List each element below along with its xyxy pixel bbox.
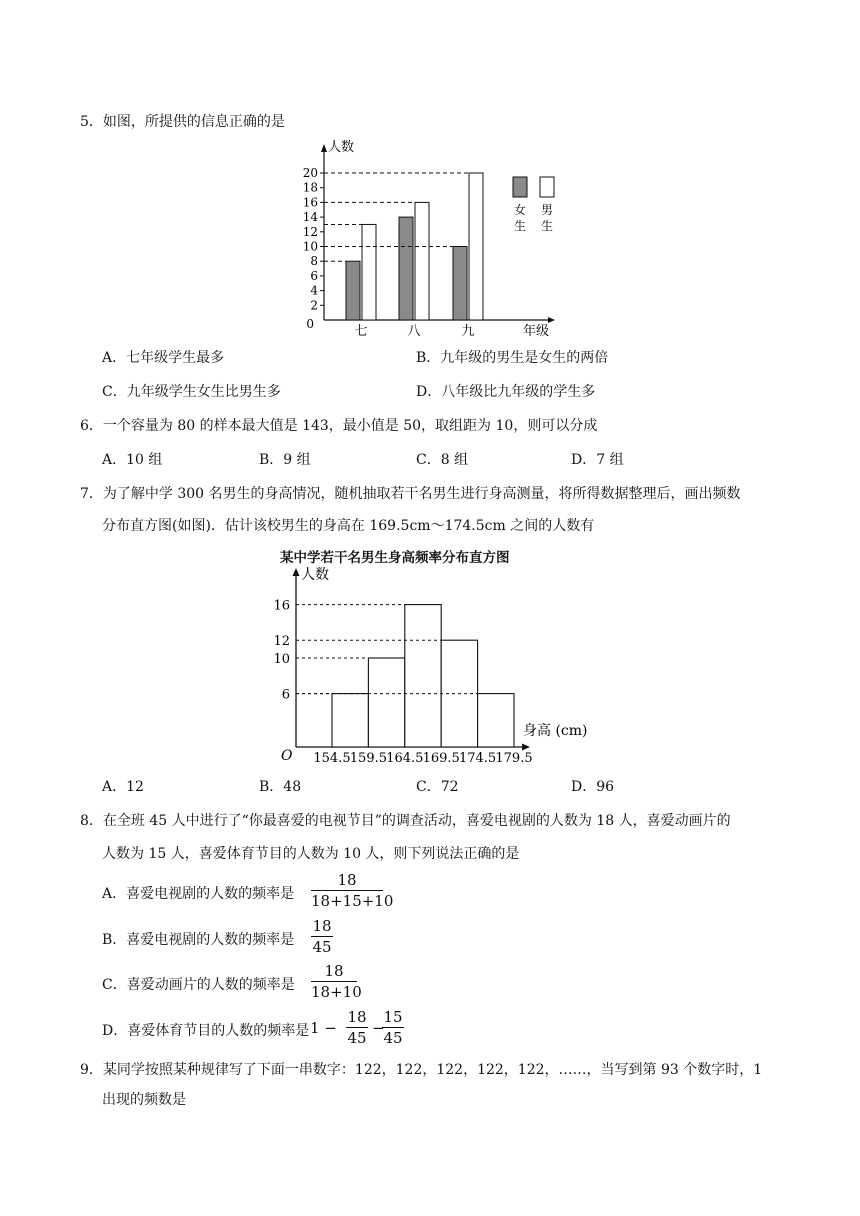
x-tick-label: 179.5	[495, 751, 533, 766]
q8-stem-line1: 8．在全班 45 人中进行了“你最喜爱的电视节目”的调查活动，喜爱电视剧的人数为 18 人，喜爱动画片的	[80, 813, 731, 829]
y-tick-label: 4	[310, 283, 318, 298]
q8-option-b-fraction	[311, 917, 333, 956]
q8-option-b-text: B．喜爱电视剧的人数的频率是	[102, 932, 295, 948]
y-tick-label: 16	[273, 598, 290, 614]
q8-option-c-text: C．喜爱动画片的人数的频率是	[102, 977, 295, 993]
q5-option-a: A．七年级学生最多	[102, 350, 225, 366]
q8-option-d-minus: −	[372, 1019, 385, 1037]
q7-option-c: C．72	[416, 779, 459, 795]
histogram-bar	[478, 694, 514, 747]
legend-label-female: 女	[513, 203, 527, 217]
y-tick-label: 10	[273, 652, 290, 667]
x-axis-arrow	[522, 744, 530, 751]
fraction-bar	[311, 936, 333, 937]
q5-stem: 5．如图，所提供的信息正确的是	[80, 114, 285, 130]
q8-option-a-fraction	[311, 871, 394, 910]
histogram-title: 某中学若干名男生身高频率分布直方图	[280, 550, 510, 566]
q9-stem-line1: 9．某同学按照某种规律写了下面一串数字：122，122，122，122，122，……，当写到第 93 个数字时，1	[80, 1062, 763, 1078]
histogram-bar	[368, 658, 404, 747]
y-tick-label: 2	[310, 298, 318, 313]
y-axis-label: 人数	[328, 140, 355, 155]
y-tick-label: 12	[273, 634, 290, 650]
q5-option-b: B．九年级的男生是女生的两倍	[416, 350, 609, 366]
q8-option-a-numerator: 18	[337, 871, 357, 889]
x-tick-label: 159.5	[349, 751, 388, 766]
legend-label-female: 生	[513, 219, 527, 233]
x-tick-label: 七	[354, 324, 368, 339]
x-tick-label: 174.5	[458, 751, 497, 766]
fraction-bar	[311, 890, 383, 891]
origin-label: 0	[306, 317, 314, 331]
q5-option-d: D．八年级比九年级的学生多	[416, 384, 596, 400]
x-tick-label: 八	[407, 324, 421, 339]
q8-option-b-denominator: 45	[312, 938, 332, 956]
q8-option-d-lead: 1 −	[310, 1019, 337, 1037]
x-axis-label: 身高 (cm)	[523, 723, 588, 739]
q6-option-a: A．10 组	[102, 452, 163, 468]
q6-option-d: D．7 组	[571, 452, 624, 468]
x-tick-label: 169.5	[422, 751, 460, 766]
histogram-bar	[405, 605, 441, 747]
q6-stem: 6．一个容量为 80 的样本最大值是 143，最小值是 50，取组距为 10，则可以分成	[80, 418, 598, 434]
y-axis-arrow	[293, 568, 300, 576]
q8-option-d-denominator-2: 45	[383, 1029, 403, 1047]
q8-option-d-text: D．喜爱体育节目的人数的频率是	[102, 1023, 310, 1039]
q5-option-c: C．九年级学生女生比男生多	[102, 384, 281, 400]
y-tick-label: 6	[310, 268, 318, 283]
fraction-bar	[346, 1027, 368, 1028]
x-tick-label: 154.5	[313, 751, 351, 766]
y-tick-label: 14	[302, 210, 318, 225]
y-tick-label: 6	[281, 687, 290, 703]
fraction-bar	[311, 981, 357, 982]
y-tick-label: 20	[302, 166, 318, 180]
q8-option-c-fraction	[311, 962, 362, 1001]
q7-stem-line2: 分布直方图(如图)．估计该校男生的身高在 169.5cm～174.5cm 之间的人数有	[102, 518, 595, 534]
origin-label: O	[281, 748, 293, 764]
y-tick-label: 8	[310, 254, 318, 269]
q8-option-d-fraction-1	[346, 1008, 368, 1047]
q9-stem-line2: 出现的频数是	[102, 1092, 186, 1108]
q7-option-d: D．96	[571, 779, 615, 795]
fraction-bar	[382, 1027, 404, 1028]
legend-label-male: 生	[540, 219, 554, 233]
x-tick-label: 164.5	[386, 751, 424, 766]
q8-option-d-denominator-1: 45	[347, 1029, 367, 1047]
q8-option-d-fraction-2	[382, 1008, 404, 1047]
q8-option-d-numerator-2: 15	[383, 1008, 403, 1026]
q8-option-d-numerator-1: 18	[347, 1008, 367, 1026]
q7-option-a: A．12	[102, 779, 144, 795]
q7-stem-line1: 7．为了解中学 300 名男生的身高情况，随机抽取若干名男生进行身高测量，将所得数据整理后，画出频数	[80, 486, 741, 502]
legend-label-male: 男	[540, 203, 554, 217]
q8-option-a-text: A．喜爱电视剧的人数的频率是	[102, 886, 295, 902]
q8-option-c-denominator: 18+10	[311, 983, 362, 1001]
y-tick-label: 10	[302, 239, 318, 254]
q8-stem-line2: 人数为 15 人，喜爱体育节目的人数为 10 人，则下列说法正确的是	[102, 846, 520, 862]
q6-option-c: C．8 组	[416, 452, 469, 468]
y-axis-label: 人数	[301, 567, 329, 583]
x-tick-label: 九	[461, 324, 475, 339]
x-axis-label: 年级	[523, 324, 550, 339]
q6-option-b: B．9 组	[259, 452, 311, 468]
y-tick-label: 18	[302, 180, 318, 195]
y-tick-label: 16	[302, 195, 318, 210]
histogram-bar	[332, 694, 368, 747]
q8-option-a-denominator: 18+15+10	[311, 892, 394, 910]
q8-option-b-numerator: 18	[312, 917, 332, 935]
q8-option-c-numerator: 18	[324, 962, 344, 980]
y-tick-label: 12	[302, 224, 318, 239]
q7-option-b: B．48	[259, 779, 302, 795]
